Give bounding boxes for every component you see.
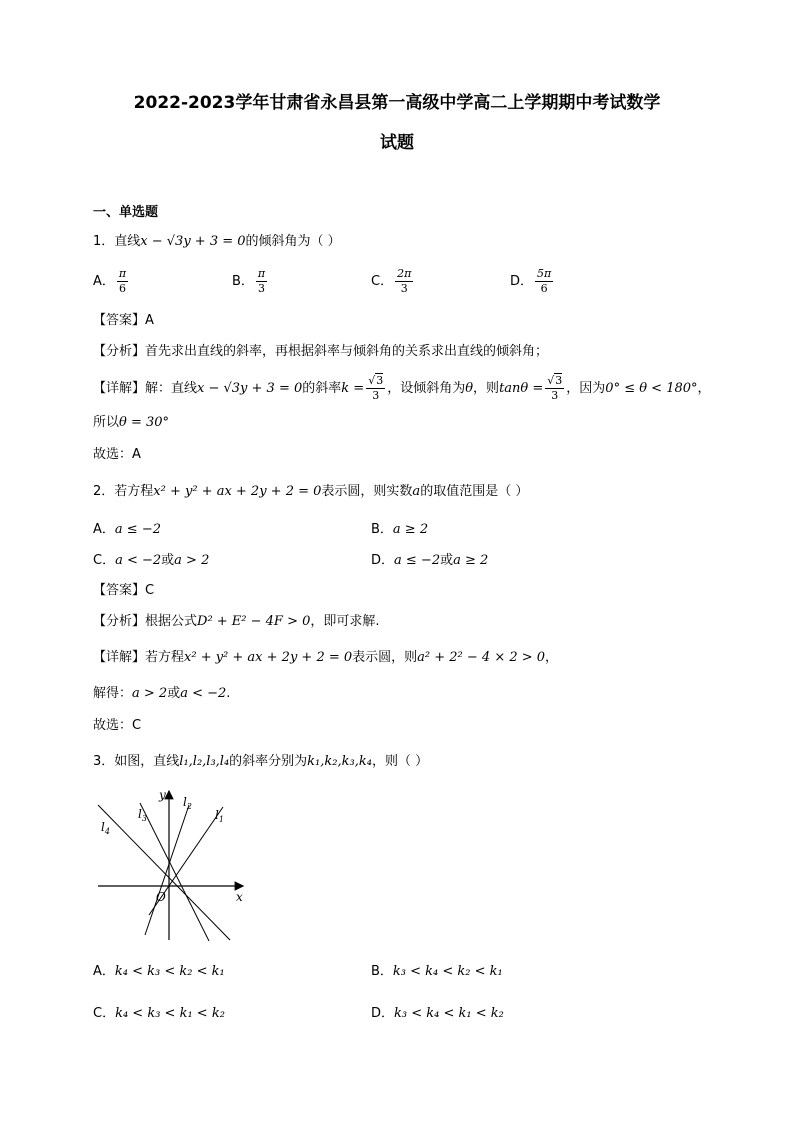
- q1-option-b-den: 3: [258, 282, 266, 295]
- page-title-line2: 试题: [380, 133, 414, 153]
- q1-detail-then: ，则: [473, 381, 500, 396]
- q1-detail-k-num: √3: [368, 374, 384, 387]
- label-l3: $l_3$: [138, 807, 147, 823]
- q1-stem-prefix: 1．直线: [93, 234, 141, 249]
- q1-detail-range: 0° ≤ θ < 180°: [605, 381, 698, 396]
- q1-option-d-fraction: [535, 267, 553, 296]
- q3-stem-mid: 的斜率分别为: [229, 754, 308, 769]
- q1-detail-prefix: 【详解】解：直线: [93, 381, 198, 396]
- q2-option-c-math2: a > 2: [174, 553, 210, 568]
- q1-detail-k-den: 3: [372, 389, 380, 402]
- q1-option-a-label: A．: [93, 274, 115, 289]
- q1-option-d-den: 6: [540, 282, 548, 295]
- q3-option-a: [93, 960, 225, 979]
- q1-detail-equation: x − √3y + 3 = 0: [197, 381, 303, 396]
- q2-stem-mid: 表示圆，则实数: [321, 484, 413, 499]
- q2-solve-or: 或: [167, 686, 181, 701]
- q2-option-c-math1: a < −2: [115, 553, 162, 568]
- q2-option-a-math: a ≤ −2: [114, 522, 161, 537]
- q1-option-b-fraction: [256, 267, 267, 296]
- q2-equation: x² + y² + ax + 2y + 2 = 0: [153, 484, 322, 499]
- page-title: 2022-2023学年甘肃省永昌县第一高级中学高二上学期期中考试数学: [133, 93, 661, 113]
- q1-result-prefix: 所以: [93, 415, 120, 430]
- q1-choose: 故选：A: [93, 447, 141, 462]
- q3-stem-slopes: k₁,k₂,k₃,k₄: [307, 754, 372, 769]
- q1-stem: [93, 232, 341, 252]
- q3-stem-suffix: ，则（ ）: [371, 754, 429, 769]
- q3-option-b-label: B．: [371, 964, 393, 979]
- q1-option-c-fraction: [395, 267, 413, 296]
- q1-option-c-label: C．: [371, 274, 394, 289]
- q1-detail-k-fraction: [366, 374, 385, 403]
- q1-detail-comma: ，: [697, 381, 711, 396]
- q1-stem-suffix: 的倾斜角为（ ）: [245, 234, 341, 249]
- q1-detail-tan: tanθ =: [499, 381, 544, 396]
- q2-solve-end: .: [226, 686, 231, 701]
- q1-option-a-den: 6: [119, 282, 127, 295]
- q2-solve-math2: a < −2: [180, 686, 227, 701]
- q2-option-b-math: a ≥ 2: [392, 522, 429, 537]
- q2-detail-prefix: 【详解】若方程: [93, 650, 185, 665]
- q2-analysis-prefix: 【分析】根据公式: [93, 614, 198, 629]
- q1-option-b: [232, 267, 269, 296]
- x-axis-label: x: [236, 890, 243, 904]
- q2-solve: [93, 684, 230, 704]
- q1-detail-k: k =: [341, 381, 365, 396]
- q2-detail-comma: ，: [545, 650, 559, 665]
- q1-result-value: θ = 30°: [119, 415, 170, 430]
- q2-option-c-or: 或: [161, 553, 175, 568]
- q1-option-c-num: 2π: [397, 267, 412, 280]
- q2-option-a-label: A．: [93, 522, 115, 537]
- q1-option-d-label: D．: [510, 274, 534, 289]
- q1-option-c-den: 3: [400, 282, 408, 295]
- q3-option-c-math: k₄ < k₃ < k₁ < k₂: [115, 1006, 225, 1021]
- q2-choose: 故选：C: [93, 718, 142, 733]
- q1-option-a-num: π: [118, 267, 127, 280]
- q1-option-c: [371, 267, 415, 296]
- q2-answer: 【答案】C: [93, 583, 155, 598]
- q3-figure: [93, 785, 253, 945]
- q2-option-d-math2: a ≥ 2: [453, 553, 489, 568]
- q2-option-c-label: C．: [93, 553, 116, 568]
- q1-detail-because: ，因为: [566, 381, 606, 396]
- q3-stem-lines: l₁,l₂,l₃,l₄: [179, 754, 230, 769]
- q2-option-d-label: D．: [371, 553, 395, 568]
- q2-option-b: [371, 518, 428, 537]
- q1-detail-tan-num: √3: [547, 374, 563, 387]
- q3-option-b-math: k₃ < k₄ < k₂ < k₁: [392, 964, 503, 979]
- q1-answer: 【答案】A: [93, 313, 154, 328]
- q1-option-a-fraction: [117, 267, 128, 296]
- q2-analysis-formula: D² + E² − 4F > 0: [197, 614, 311, 629]
- q1-equation: x − √3y + 3 = 0: [140, 234, 246, 249]
- q1-detail: [93, 374, 711, 403]
- q3-stem: [93, 752, 428, 772]
- q1-detail-slope-text: 的斜率: [302, 381, 342, 396]
- q2-analysis-suffix: ，即可求解.: [310, 614, 380, 629]
- q3-option-d-math: k₃ < k₄ < k₁ < k₂: [394, 1006, 504, 1021]
- q2-option-c: [93, 549, 209, 568]
- origin-label: O: [156, 890, 166, 904]
- q3-option-c: [93, 1002, 225, 1021]
- y-axis-label: y: [159, 788, 166, 802]
- q2-detail: [93, 648, 558, 668]
- q2-solve-prefix: 解得：: [93, 686, 133, 701]
- label-l1: $l_1$: [215, 808, 224, 824]
- q3-stem-prefix: 3．如图，直线: [93, 754, 180, 769]
- q2-var: a: [412, 484, 421, 499]
- q3-option-c-label: C．: [93, 1006, 116, 1021]
- q2-option-b-label: B．: [371, 522, 393, 537]
- q2-detail-equation: x² + y² + ax + 2y + 2 = 0: [184, 650, 353, 665]
- label-l2: $l_2$: [183, 795, 192, 811]
- q1-analysis: 【分析】首先求出直线的斜率，再根据斜率与倾斜角的关系求出直线的倾斜角；: [93, 344, 549, 359]
- q3-option-a-math: k₄ < k₃ < k₂ < k₁: [114, 964, 225, 979]
- q1-option-d: [510, 267, 555, 296]
- q3-option-d-label: D．: [371, 1006, 395, 1021]
- q2-stem: [93, 482, 528, 502]
- q3-option-b: [371, 960, 503, 979]
- section-heading: 一、单选题: [93, 205, 159, 220]
- q2-option-a: [93, 518, 161, 537]
- q1-option-b-label: B．: [232, 274, 254, 289]
- q2-option-d: [371, 549, 488, 568]
- line-l2: [145, 805, 189, 935]
- q1-detail-tan-fraction: [545, 374, 564, 403]
- q2-detail-inequality: a² + 2² − 4 × 2 > 0: [417, 650, 546, 665]
- q3-option-a-label: A．: [93, 964, 115, 979]
- q2-detail-mid: 表示圆，则: [352, 650, 418, 665]
- q2-option-d-math1: a ≤ −2: [394, 553, 441, 568]
- q2-stem-suffix: 的取值范围是（ ）: [420, 484, 529, 499]
- q1-detail-angle-text: ，设倾斜角为: [387, 381, 466, 396]
- q1-option-a: [93, 267, 130, 296]
- q2-stem-prefix: 2．若方程: [93, 484, 154, 499]
- q3-option-d: [371, 1002, 504, 1021]
- q1-detail-tan-den: 3: [551, 389, 559, 402]
- q1-option-d-num: 5π: [537, 267, 552, 280]
- q2-solve-math1: a > 2: [132, 686, 168, 701]
- label-l4: $l_4$: [101, 820, 110, 836]
- q1-option-b-num: π: [257, 267, 266, 280]
- q1-detail-theta: θ: [465, 381, 474, 396]
- q2-analysis: [93, 612, 380, 632]
- q2-option-d-or: 或: [440, 553, 454, 568]
- q1-result: [93, 413, 169, 433]
